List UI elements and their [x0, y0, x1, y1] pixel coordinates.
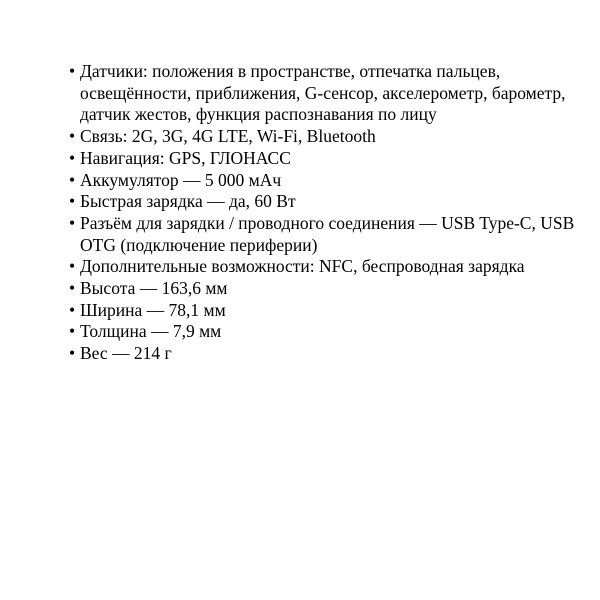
bullet-icon: • [69, 321, 76, 342]
spec-item-sensors [69, 61, 579, 126]
spec-item-battery [69, 170, 579, 192]
bullet-icon: • [69, 299, 76, 320]
spec-text-thickness: Толщина — 7,9 мм [80, 321, 222, 342]
spec-text-battery: Аккумулятор — 5 000 мАч [80, 169, 282, 190]
spec-text-navigation: Навигация: GPS, ГЛОНАСС [80, 147, 291, 168]
spec-item-weight [69, 343, 579, 365]
spec-item-connectivity [69, 126, 579, 148]
spec-item-height [69, 278, 579, 300]
bullet-icon: • [69, 278, 76, 299]
bullet-icon: • [69, 191, 76, 212]
spec-item-navigation [69, 148, 579, 170]
bullet-icon: • [69, 212, 76, 233]
spec-item-thickness [69, 321, 579, 343]
spec-text-weight: Вес — 214 г [80, 343, 172, 364]
bullet-icon: • [69, 256, 76, 277]
bullet-icon: • [69, 147, 76, 168]
spec-text-sensors: Датчики: положения в пространстве, отпечатка пальцев, освещённости, приближения, G-сенсор, акселерометр, барометр, датчик жестов, функция распознавания по лицу [80, 61, 566, 125]
spec-item-width [69, 300, 579, 322]
specs-list [69, 61, 579, 365]
spec-text-connectivity: Связь: 2G, 3G, 4G LTE, Wi-Fi, Bluetooth [80, 126, 376, 147]
bullet-icon: • [69, 169, 76, 190]
spec-text-fast-charging: Быстрая зарядка — да, 60 Вт [80, 191, 296, 212]
spec-item-fast-charging [69, 191, 579, 213]
bullet-icon: • [69, 343, 76, 364]
spec-item-extra-features [69, 256, 579, 278]
spec-item-connector [69, 213, 579, 256]
bullet-icon: • [69, 61, 76, 81]
spec-text-connector: Разъём для зарядки / проводного соединения — USB Type-C, USB OTG (подключение периферии) [80, 212, 575, 255]
bullet-icon: • [69, 126, 76, 147]
spec-text-width: Ширина — 78,1 мм [80, 299, 226, 320]
spec-text-extra-features: Дополнительные возможности: NFC, беспроводная зарядка [80, 256, 525, 277]
spec-text-height: Высота — 163,6 мм [80, 278, 228, 299]
